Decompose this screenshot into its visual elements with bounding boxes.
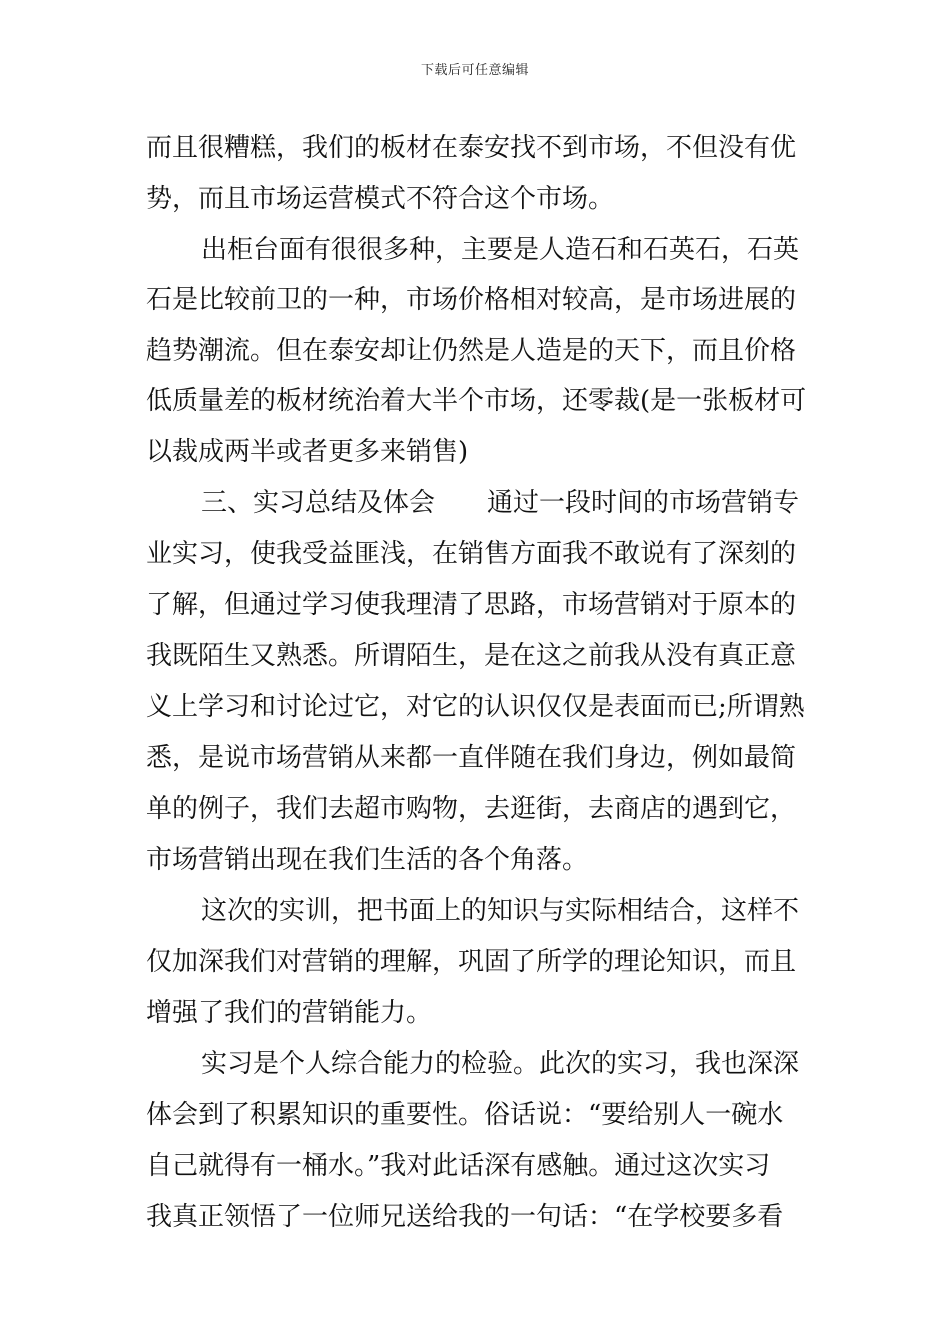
text-line: 趋势潮流。但在泰安却让仍然是人造是的天下，而且价格 xyxy=(146,336,797,366)
text-line: 市场营销出现在我们生活的各个角落。 xyxy=(146,845,589,875)
text-line: 单的例子，我们去超市购物，去逛街，去商店的遇到它， xyxy=(146,794,797,824)
text-line: 势，而且市场运营模式不符合这个市场。 xyxy=(146,184,615,214)
text-line: 业实习，使我受益匪浅，在销售方面我不敢说有了深刻的 xyxy=(146,539,797,569)
text-line: 自己就得有一桶水。”我对此话深有感触。通过这次实习 xyxy=(146,1151,771,1181)
text-line: 三、实习总结及体会 通过一段时间的市场营销专 xyxy=(201,488,800,518)
text-line: 出柜台面有很很多种，主要是人造石和石英石，石英 xyxy=(201,235,800,265)
text-line: 义上学习和讨论过它，对它的认识仅仅是表面而已;所谓熟 xyxy=(146,692,805,722)
text-line: 悉，是说市场营销从来都一直伴随在我们身边，例如最简 xyxy=(146,743,797,773)
text-line: 石是比较前卫的一种，市场价格相对较高，是市场进展的 xyxy=(146,285,797,315)
text-line: 低质量差的板材统治着大半个市场，还零裁(是一张板材可 xyxy=(146,386,806,416)
text-line: 我既陌生又熟悉。所谓陌生，是在这之前我从没有真正意 xyxy=(146,641,797,671)
text-line: 了解，但通过学习使我理清了思路，市场营销对于原本的 xyxy=(146,590,797,620)
text-line: 仅加深我们对营销的理解，巩固了所学的理论知识，而且 xyxy=(146,947,797,977)
text-line: 而且很糟糕，我们的板材在泰安找不到市场，不但没有优 xyxy=(146,133,797,163)
text-line: 以裁成两半或者更多来销售) xyxy=(146,437,469,467)
text-line: 我真正领悟了一位师兄送给我的一句话：“在学校要多看 xyxy=(146,1202,784,1232)
text-line: 增强了我们的营销能力。 xyxy=(146,998,433,1028)
text-line: 体会到了积累知识的重要性。俗话说：“要给别人一碗水 xyxy=(146,1100,784,1130)
text-line: 实习是个人综合能力的检验。此次的实习，我也深深 xyxy=(201,1049,800,1079)
text-line: 这次的实训，把书面上的知识与实际相结合，这样不 xyxy=(201,896,800,926)
page-header: 下载后可任意编辑 xyxy=(420,63,529,78)
